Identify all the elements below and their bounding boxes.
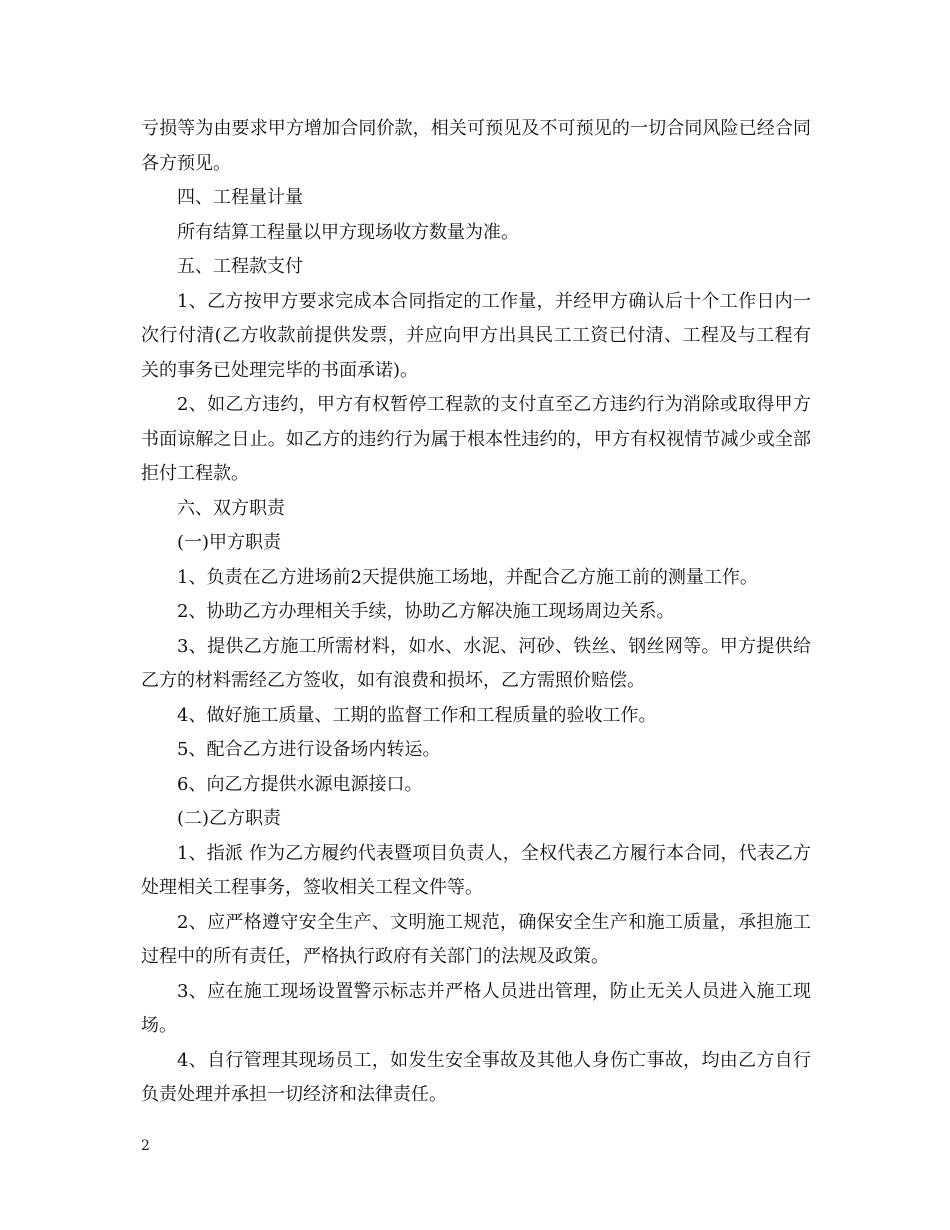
paragraph: 6、向乙方提供水源电源接口。 [177,773,423,795]
paragraph: 1、指派 作为乙方履约代表暨项目负责人，全权代表乙方履行本合同，代表乙方处理相关工程事务，签收相关工程文件等。 [141,842,811,898]
section-heading-payment: 五、工程款支付 [177,256,303,277]
section-heading-duties: 六、双方职责 [177,497,285,519]
document-body [141,112,811,1113]
paragraph: 2、协助乙方办理相关手续，协助乙方解决施工现场周边关系。 [177,601,675,622]
section-heading-quantity: 四、工程量计量 [177,187,303,208]
paragraph: 所有结算工程量以甲方现场收方数量为准。 [177,221,519,243]
paragraph: 4、自行管理其现场员工，如发生安全事故及其他人身伤亡事故，均由乙方自行负责处理并承担一切经济和法律责任。 [141,1049,811,1105]
paragraph: 3、应在施工现场设置警示标志并严格人员进出管理，防止无关人员进入施工现场。 [141,980,811,1036]
paragraph: 3、提供乙方施工所需材料，如水、水泥、河砂、铁丝、钢丝网等。甲方提供给乙方的材料需经乙方签收，如有浪费和损坏，乙方需照价赔偿。 [141,635,811,691]
paragraph: 4、做好施工质量、工期的监督工作和工程质量的验收工作。 [177,704,657,726]
paragraph: 1、负责在乙方进场前2天提供施工场地，并配合乙方施工前的测量工作。 [177,566,758,588]
paragraph: 2、如乙方违约，甲方有权暂停工程款的支付直至乙方违约行为消除或取得甲方书面谅解之日止。如乙方的违约行为属于根本性违约的，甲方有权视情节减少或全部拒付工程款。 [141,394,811,484]
subsection-heading-party-b: (二)乙方职责 [177,808,282,829]
page-number: 2 [141,1138,150,1154]
paragraph: 1、乙方按甲方要求完成本合同指定的工作量，并经甲方确认后十个工作日内一次行付清(乙方收款前提供发票，并应向甲方出具民工工资已付清、工程及与工程有关的事务已处理完毕的书面承诺)。 [141,290,811,381]
paragraph: 5、配合乙方进行设备场内转运。 [177,739,441,760]
paragraph-continuation: 亏损等为由要求甲方增加合同价款，相关可预见及不可预见的一切合同风险已经合同各方预见。 [141,118,811,174]
paragraph: 2、应严格遵守安全生产、文明施工规范，确保安全生产和施工质量，承担施工过程中的所有责任，严格执行政府有关部门的法规及政策。 [141,911,811,967]
subsection-heading-party-a: (一)甲方职责 [177,532,282,553]
